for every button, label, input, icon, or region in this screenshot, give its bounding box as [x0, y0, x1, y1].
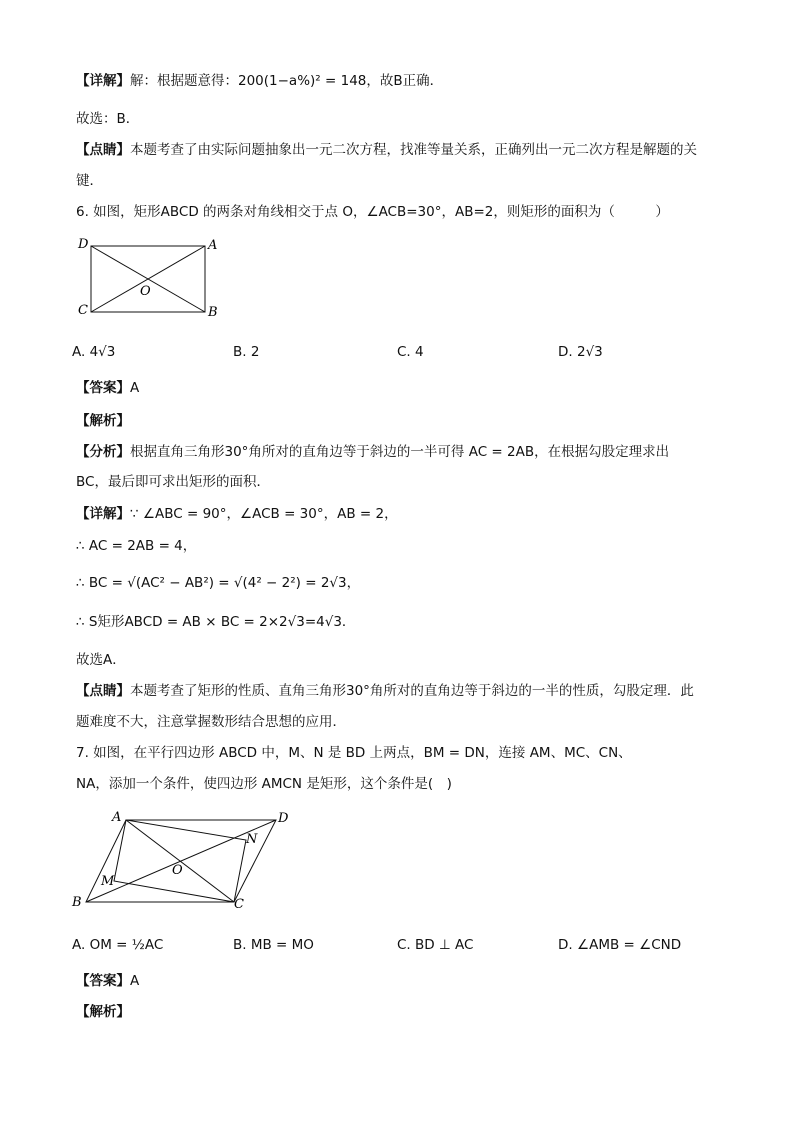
q7-answer: [76, 972, 139, 990]
detail-line: [76, 72, 443, 90]
q6-option-a: A. 4√3: [72, 344, 116, 360]
q6-detail: [76, 505, 398, 523]
q7-option-a: A. OM = ½AC: [72, 937, 164, 953]
comment-tag: 【点睛】: [76, 683, 130, 699]
q7-option-d: D. ∠AMB = ∠CND: [558, 937, 682, 953]
comment-text: 本题考查了由实际问题抽象出一元二次方程，找准等量关系，正确列出一元二次方程是解题的关: [130, 142, 697, 158]
label-a: A: [208, 238, 218, 253]
q6-answer: [76, 379, 139, 397]
q6-analysis-tag: 【解析】: [76, 413, 130, 429]
comment-line-2: 键．: [76, 173, 103, 189]
q6-option-b: B. 2: [233, 344, 260, 360]
label-o: O: [140, 284, 151, 299]
q6-comment: [76, 682, 694, 700]
label-d: D: [78, 237, 89, 252]
q6-option-d: D. 2√3: [558, 344, 603, 360]
detail-tag: 【详解】: [76, 73, 130, 89]
label-a: A: [112, 810, 122, 825]
detail-text: ∵ ∠ABC = 90°，∠ACB = 30°，AB = 2，: [130, 506, 398, 522]
label-c: C: [234, 897, 244, 912]
comment-tag: 【点睛】: [76, 142, 130, 158]
fenxi-tag: 【分析】: [76, 444, 130, 460]
answer-tag: 【答案】: [76, 973, 130, 989]
q6-option-c: C. 4: [397, 344, 424, 360]
fenxi-text: 根据直角三角形30°角所对的直角边等于斜边的一半可得 AC = 2AB，在根据勾股定理求出: [130, 444, 670, 460]
q7-stem: 7. 如图，在平行四边形 ABCD 中，M、N 是 BD 上两点，BM = DN，连接 AM、MC、CN、: [76, 745, 632, 761]
q6-rectangle-figure: [74, 232, 224, 324]
q6-comment-2: 题难度不大，注意掌握数形结合思想的应用．: [76, 714, 346, 730]
label-n: N: [246, 832, 258, 847]
label-c: C: [78, 303, 88, 318]
comment-line: [76, 141, 697, 159]
q7-option-b: B. MB = MO: [233, 937, 314, 953]
q6-fenxi: [76, 443, 669, 461]
q6-fenxi-2: BC，最后即可求出矩形的面积．: [76, 474, 270, 490]
detail-tag: 【详解】: [76, 506, 130, 522]
label-b: B: [72, 895, 82, 910]
detail-text: 解：根据题意得：200(1−a%)² = 148，故B正确．: [130, 73, 444, 89]
label-b: B: [208, 305, 218, 320]
answer-value: A: [130, 973, 140, 989]
q6-detail-2: ∴ AC = 2AB = 4，: [76, 538, 197, 554]
q6-stem: 6. 如图，矩形ABCD 的两条对角线相交于点 O，∠ACB=30°，AB=2，则矩形的面积为（ ）: [76, 204, 669, 220]
answer-value: A: [130, 380, 140, 396]
choose-line: 故选：B．: [76, 111, 140, 127]
answer-tag: 【答案】: [76, 380, 130, 396]
label-d: D: [278, 811, 289, 826]
q7-analysis-tag: 【解析】: [76, 1004, 130, 1020]
q7-parallelogram-figure: [68, 806, 298, 914]
label-m: M: [101, 874, 115, 889]
q6-detail-4: ∴ S矩形ABCD = AB × BC = 2×2√3=4√3．: [76, 614, 356, 630]
q7-option-c: C. BD ⊥ AC: [397, 937, 474, 953]
q6-detail-3: ∴ BC = √(AC² − AB²) = √(4² − 2²) = 2√3，: [76, 575, 361, 591]
label-o: O: [172, 863, 183, 878]
comment-text: 本题考查了矩形的性质、直角三角形30°角所对的直角边等于斜边的一半的性质，勾股定理．此: [130, 683, 694, 699]
q7-stem-2: NA，添加一个条件，使四边形 AMCN 是矩形，这个条件是( ): [76, 776, 452, 792]
q6-choose: 故选A．: [76, 652, 126, 668]
